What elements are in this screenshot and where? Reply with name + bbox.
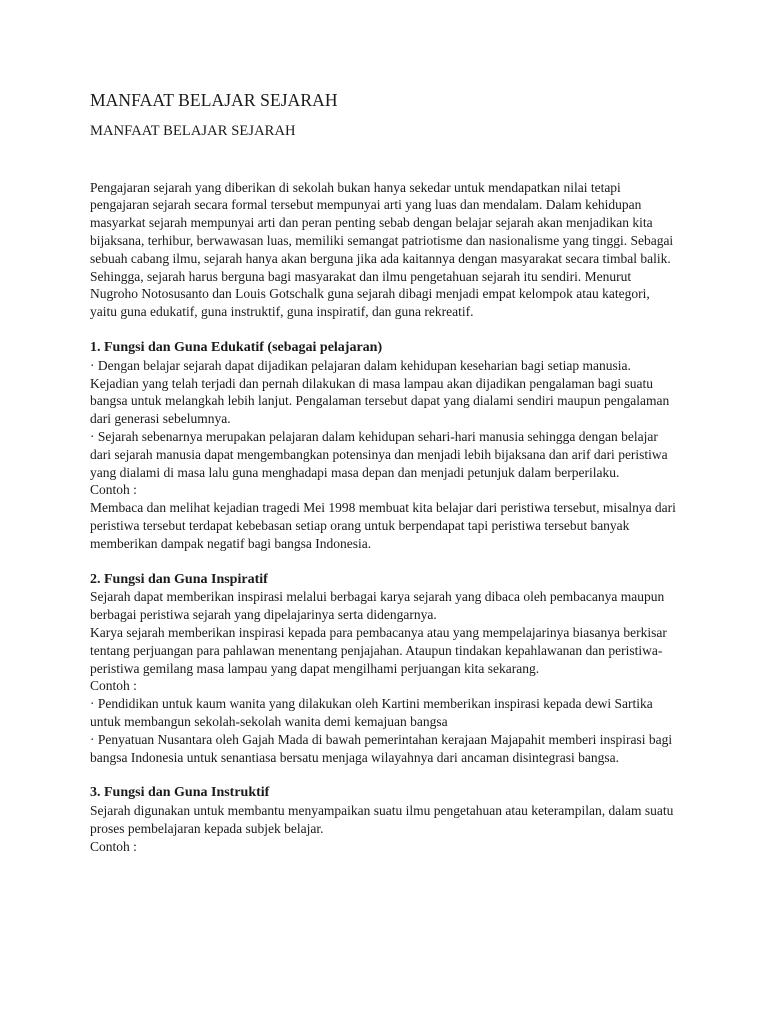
document-subtitle: MANFAAT BELAJAR SEJARAH <box>90 122 296 139</box>
section-heading: 2. Fungsi dan Guna Inspiratif <box>90 571 268 587</box>
section-inspiratif <box>90 571 680 767</box>
section-line: Membaca dan melihat kejadian tragedi Mei 1998 membuat kita belajar dari peristiwa tersebut, misalnya dari peristiwa tersebut terdapat kebebasan setiap orang untuk berpendapat tapi peristiwa tersebut banyak memberikan dampak negatif bagi bangsa Indonesia. <box>90 500 676 551</box>
section-line: Sejarah digunakan untuk membantu menyampaikan suatu ilmu pengetahuan atau keterampilan, dalam suatu proses pembelajaran kepada subjek belajar. <box>90 803 674 836</box>
section-line: · Dengan belajar sejarah dapat dijadikan pelajaran dalam kehidupan keseharian bagi setiap manusia. Kejadian yang telah terjadi dan pernah dilakukan di masa lampau akan dijadikan pengalaman bagi suatu bangsa untuk melangkah lebih lanjut. Pengalaman tersebut dapat yang dialami sendiri maupun pengalaman dari generasi sebelumnya. <box>90 357 670 427</box>
section-line: Karya sejarah memberikan inspirasi kepada para pembacanya atau yang mempelajarinya biasanya berkisar tentang perjuangan para pahlawan menentang penjajahan. Ataupun tindakan kepahlawanan dan peristiwa-peristiwa gemilang masa lampau yang dapat mengilhami perjuangan kita sekarang. <box>90 624 667 676</box>
section-line: · Sejarah sebenarnya merupakan pelajaran dalam kehidupan sehari-hari manusia sehingga dengan belajar dari sejarah manusia dapat mengembangkan potensinya dan menjadi lebih bijaksana dan arif dari peristiwa yang dialami di masa lalu guna menghadapi masa depan dan menjadi petunjuk dalam berperilaku. <box>90 428 668 480</box>
intro-paragraph: Pengajaran sejarah yang diberikan di sekolah bukan hanya sekedar untuk mendapatkan nilai tetapi pengajaran sejarah secara formal tersebut mempunyai arti yang luas dan mendalam. Dalam kehidupan masyarkat sejarah mempunyai arti dan peran penting sebab dengan belajar sejarah akan menjadikan kita bijaksana, terhibur, berwawasan luas, memiliki semangat patriotisme dan nasionalisme yang tinggi. Sebagai sebuah cabang ilmu, sejarah hanya akan berguna jika ada kaitannya dengan masyarakat secara timbal balik. Sehingga, sejarah harus berguna bagi masyarakat dan ilmu pengetahuan sejarah itu sendiri. Menurut Nugroho Notosusanto dan Louis Gotschalk guna sejarah dibagi menjadi empat kelompok atau kategori, yaitu guna edukatif, guna instruktif, guna inspiratif, dan guna rekreatif. <box>90 179 674 320</box>
section-edukatif <box>90 339 680 553</box>
section-line: Sejarah dapat memberikan inspirasi melalui berbagai karya sejarah yang dibaca oleh pembacanya maupun berbagai peristiwa sejarah yang dipelajarinya serta didengarnya. <box>90 589 665 623</box>
section-instruktif <box>90 784 680 855</box>
section-line: Contoh : <box>90 838 137 854</box>
section-line: Contoh : <box>90 482 137 498</box>
section-line: · Penyatuan Nusantara oleh Gajah Mada di bawah pemerintahan kerajaan Majapahit memberi inspirasi bagi bangsa Indonesia untuk senantiasa bersatu menjaga wilayahnya dari ancaman disintegrasi bangsa. <box>90 731 673 765</box>
document-title: MANFAAT BELAJAR SEJARAH <box>90 90 338 110</box>
section-line: Contoh : <box>90 678 137 694</box>
section-heading: 3. Fungsi dan Guna Instruktif <box>90 785 270 801</box>
document-page <box>90 92 680 873</box>
section-line: · Pendidikan untuk kaum wanita yang dilakukan oleh Kartini memberikan inspirasi kepada dewi Sartika untuk membangun sekolah-sekolah wanita demi kemajuan bangsa <box>90 696 653 729</box>
section-heading: 1. Fungsi dan Guna Edukatif (sebagai pelajaran) <box>90 339 383 355</box>
